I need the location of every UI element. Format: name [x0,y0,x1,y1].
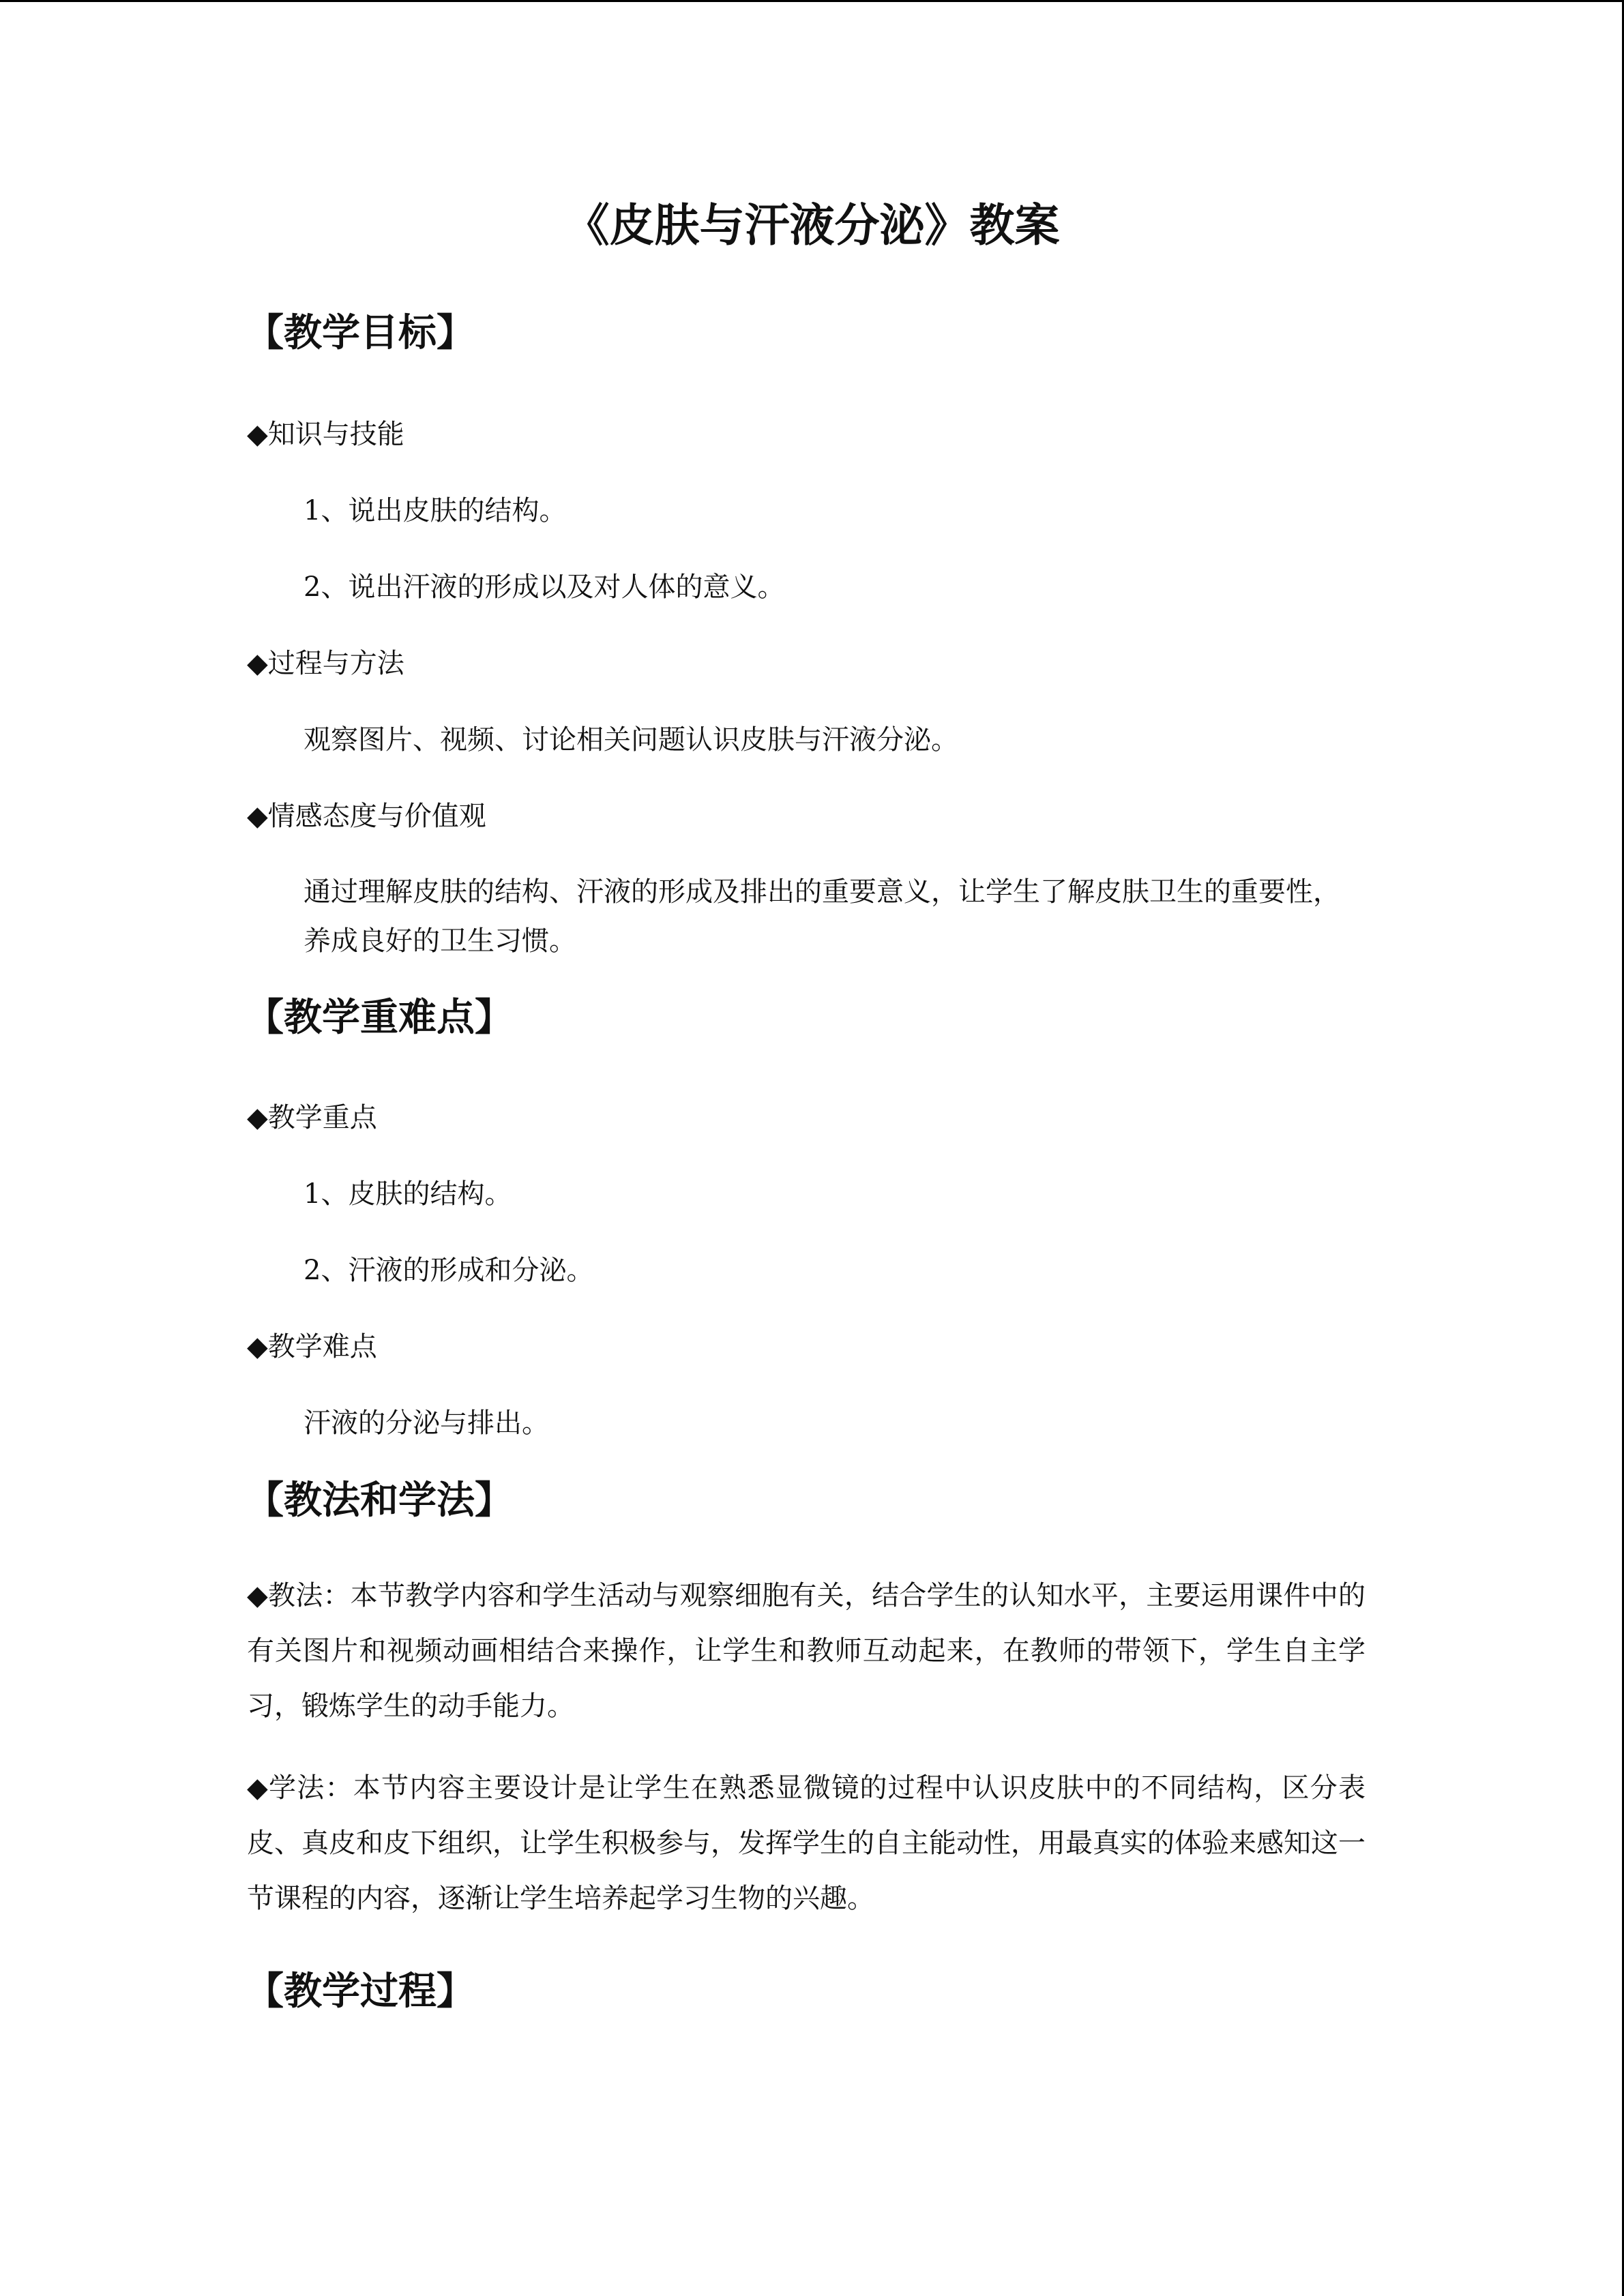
bullet-knowledge-skills: ◆知识与技能 [247,419,404,450]
teaching-method-paragraph: ◆教法：本节教学内容和学生活动与观察细胞有关，结合学生的认知水平，主要运用课件中的有关图片和视频动画相结合来操作，让学生和教师互动起来，在教师的带领下，学生自主学习，锻炼学生的动手能力。 [247,1580,1365,1722]
learning-method-paragraph: ◆学法：本节内容主要设计是让学生在熟悉显微镜的过程中认识皮肤中的不同结构，区分表皮、真皮和皮下组织，让学生积极参与，发挥学生的自主能动性，用最真实的体验来感知这一节课程的内容，逐渐让学生培养起学习生物的兴趣。 [247,1772,1365,1914]
bullet-process-methods: ◆过程与方法 [247,648,404,679]
bullet-teaching-difficulty: ◆教学难点 [247,1331,377,1362]
list-item: 2、汗液的形成和分泌。 [304,1255,594,1286]
section-heading-objectives: 【教学目标】 [246,310,475,355]
list-item: 1、皮肤的结构。 [304,1178,512,1210]
bullet-teaching-focus: ◆教学重点 [247,1102,377,1133]
process-methods-text: 观察图片、视频、讨论相关问题认识皮肤与汗液分泌。 [304,724,958,756]
bullet-emotion-values: ◆情感态度与价值观 [247,801,486,832]
section-heading-process: 【教学过程】 [246,1969,475,2014]
emotion-values-text: 通过理解皮肤的结构、汗液的形成及排出的重要意义，让学生了解皮肤卫生的重要性，养成良好的卫生习惯。 [304,876,1340,957]
section-heading-methods: 【教法和学法】 [246,1478,513,1523]
list-item: 1、说出皮肤的结构。 [304,495,567,526]
teaching-difficulty-text: 汗液的分泌与排出。 [304,1407,549,1439]
document-title: 《皮肤与汗液分泌》教案 [564,198,1060,252]
section-heading-key-points: 【教学重难点】 [246,995,513,1040]
list-item: 2、说出汗液的形成以及对人体的意义。 [304,571,785,603]
page-border-top [0,0,1624,2]
